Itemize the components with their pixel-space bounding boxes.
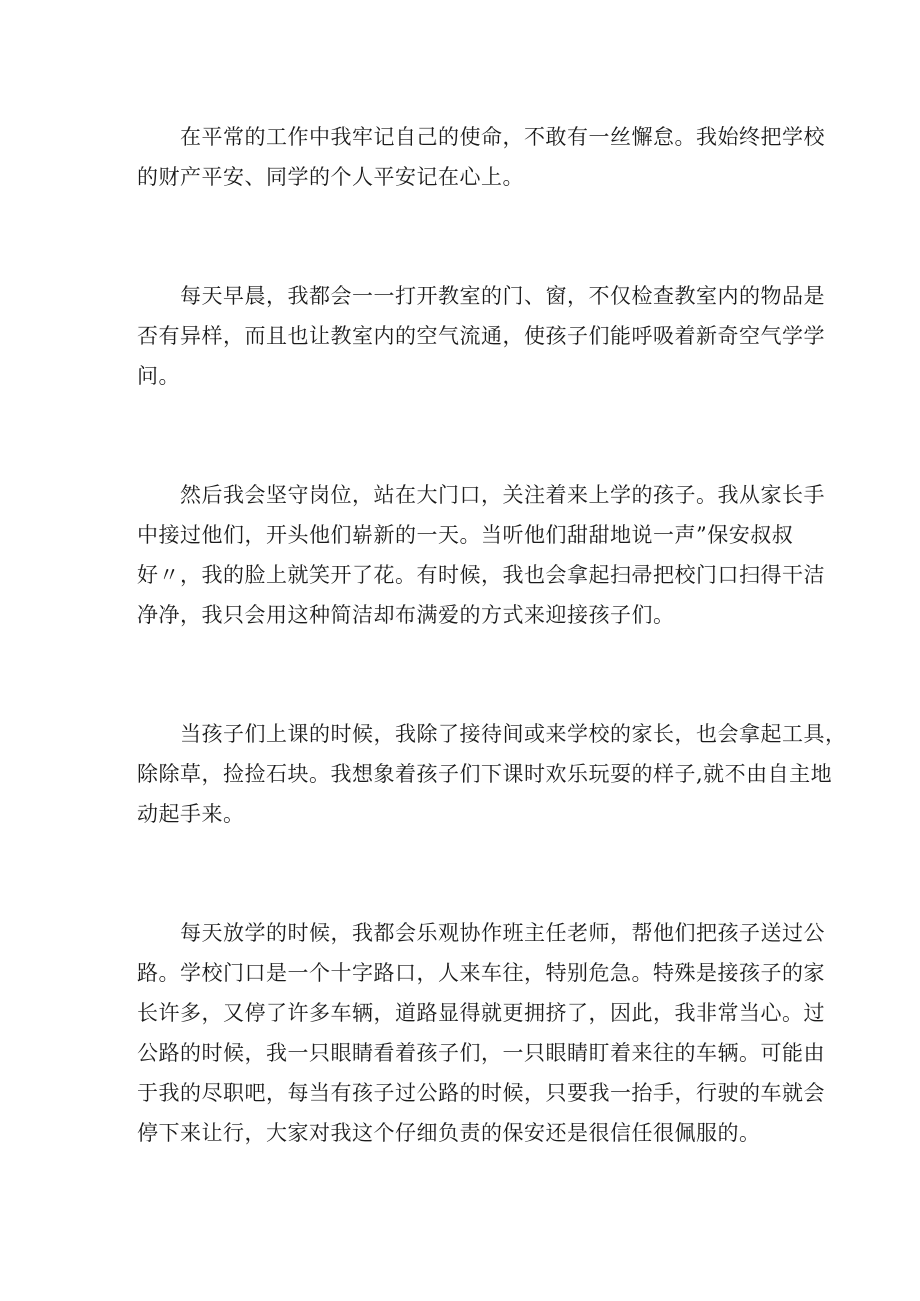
paragraph-line: 的财产平安、同学的个人平安记在心上。: [137, 165, 524, 189]
paragraph-line: 在平常的工作中我牢记自己的使命，不敢有一丝懈怠。我始终把学校: [180, 125, 825, 149]
paragraph-line: 除除草，捡捡石块。我想象着孩子们下课时欢乐玩耍的样子,就不由自主地: [137, 762, 833, 786]
paragraph-spacer: [137, 396, 787, 475]
paragraph-line: 然后我会坚守岗位，站在大门口，关注着来上学的孩子。我从家长手: [180, 483, 825, 507]
paragraph-line: 路。学校门口是一个十字路口，人来车往，特别危急。特殊是接孩子的家: [137, 961, 825, 985]
paragraph-line: 公路的时候，我一只眼睛看着孩子们，一只眼睛盯着来往的车辆。可能由: [137, 1041, 825, 1065]
paragraph-line: 动起手来。: [137, 802, 245, 826]
paragraph-line: 否有异样，而且也让教室内的空气流通，使孩子们能呼吸着新奇空气学学: [137, 324, 825, 348]
paragraph-line: 停下来让行，大家对我这个仔细负责的保安还是很信任很佩服的。: [137, 1121, 761, 1145]
paragraph-spacer: [137, 834, 787, 913]
paragraph-5: [137, 913, 825, 1153]
paragraph-line: 中接过他们，开头他们崭新的一天。当听他们甜甜地说一声”保安叔叔: [137, 523, 794, 547]
paragraph-line: 每天早晨，我都会一一打开教室的门、窗，不仅检查教室内的物品是: [180, 284, 825, 308]
paragraph-4: [137, 714, 847, 834]
paragraph-2: [137, 276, 825, 396]
paragraph-3: [137, 475, 825, 635]
paragraph-line: 问。: [137, 364, 180, 388]
paragraph-line: 好〃，我的脸上就笑开了花。有时候，我也会拿起扫帚把校门口扫得干洁: [137, 563, 825, 587]
paragraph-1: [137, 117, 825, 197]
paragraph-line: 长许多，又停了许多车辆，道路显得就更拥挤了，因此，我非常当心。过: [137, 1001, 825, 1025]
paragraph-line: 净净，我只会用这种简洁却布满爱的方式来迎接孩子们。: [137, 603, 675, 627]
paragraph-spacer: [137, 635, 787, 714]
paragraph-line: 当孩子们上课的时候，我除了接待间或来学校的家长，也会拿起工具，: [180, 722, 847, 746]
paragraph-line: 于我的尽职吧，每当有孩子过公路的时候，只要我一抬手，行驶的车就会: [137, 1081, 825, 1105]
paragraph-line: 每天放学的时候，我都会乐观协作班主任老师，帮他们把孩子送过公: [180, 921, 825, 945]
paragraph-spacer: [137, 197, 787, 276]
document-body: [137, 117, 847, 1153]
